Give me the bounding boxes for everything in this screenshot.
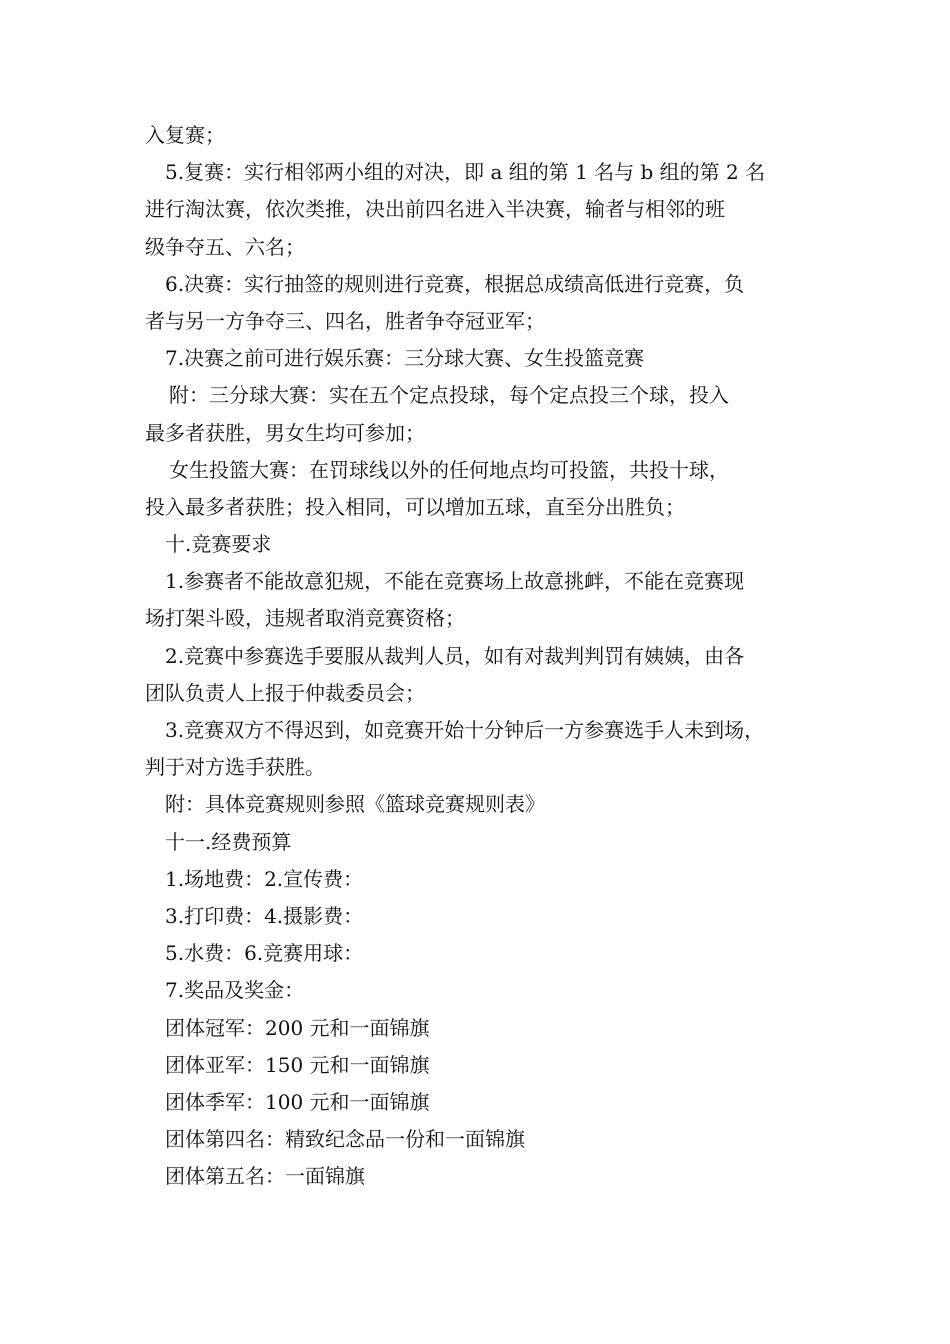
text-line: 判于对方选手获胜。 xyxy=(145,755,325,780)
section-heading: 十一.经费预算 xyxy=(165,829,292,854)
text-line: 场打架斗殴，违规者取消竞赛资格； xyxy=(145,606,465,631)
text-line: 7.决赛之前可进行娱乐赛：三分球大赛、女生投篮竞赛 xyxy=(165,346,645,371)
text-line: 附：三分球大赛：实在五个定点投球，每个定点投三个球，投入 xyxy=(169,383,729,408)
text-line: 附：具体竞赛规则参照《篮球竞赛规则表》 xyxy=(165,792,545,817)
document-body xyxy=(145,117,835,1195)
text-line: 女生投篮大赛：在罚球线以外的任何地点均可投篮，共投十球， xyxy=(169,457,729,482)
text-line: 7.奖品及奖金： xyxy=(165,978,305,1003)
text-line: 投入最多者获胜；投入相同，可以增加五球，直至分出胜负； xyxy=(145,494,685,519)
text-line: 入复赛； xyxy=(145,123,225,147)
text-line: 5.复赛：实行相邻两小组的对决，即 a 组的第 1 名与 b 组的第 2 名 xyxy=(165,160,766,185)
text-line: 团体第四名：精致纪念品一份和一面锦旗 xyxy=(165,1127,525,1152)
text-line: 级争夺五、六名； xyxy=(145,234,305,259)
text-line: 3.竞赛双方不得迟到，如竞赛开始十分钟后一方参赛选手人未到场， xyxy=(165,718,765,742)
text-line: 最多者获胜，男女生均可参加； xyxy=(145,420,425,445)
text-line: 者与另一方争夺三、四名，胜者争夺冠亚军； xyxy=(145,308,545,333)
text-line: 3.打印费：4.摄影费： xyxy=(165,903,364,928)
section-heading: 十.竞赛要求 xyxy=(165,532,272,557)
text-line: 团体第五名：一面锦旗 xyxy=(165,1164,365,1189)
text-line: 团体亚军：150 元和一面锦旗 xyxy=(165,1052,430,1077)
text-line: 5.水费：6.竞赛用球： xyxy=(165,941,364,966)
text-line: 1.参赛者不能故意犯规，不能在竞赛场上故意挑衅，不能在竞赛现 xyxy=(165,569,745,594)
text-line: 6.决赛：实行抽签的规则进行竞赛，根据总成绩高低进行竞赛，负 xyxy=(165,271,745,296)
text-line: 团体季军：100 元和一面锦旗 xyxy=(165,1089,430,1114)
text-line: 1.场地费：2.宣传费： xyxy=(165,866,364,891)
text-line: 进行淘汰赛，依次类推，决出前四名进入半决赛，输者与相邻的班 xyxy=(145,197,725,222)
text-line: 团体冠军：200 元和一面锦旗 xyxy=(165,1015,430,1040)
text-line: 团队负责人上报于仲裁委员会； xyxy=(145,680,425,705)
text-line: 2.竞赛中参赛选手要服从裁判人员，如有对裁判判罚有姨姨，由各 xyxy=(165,643,745,668)
